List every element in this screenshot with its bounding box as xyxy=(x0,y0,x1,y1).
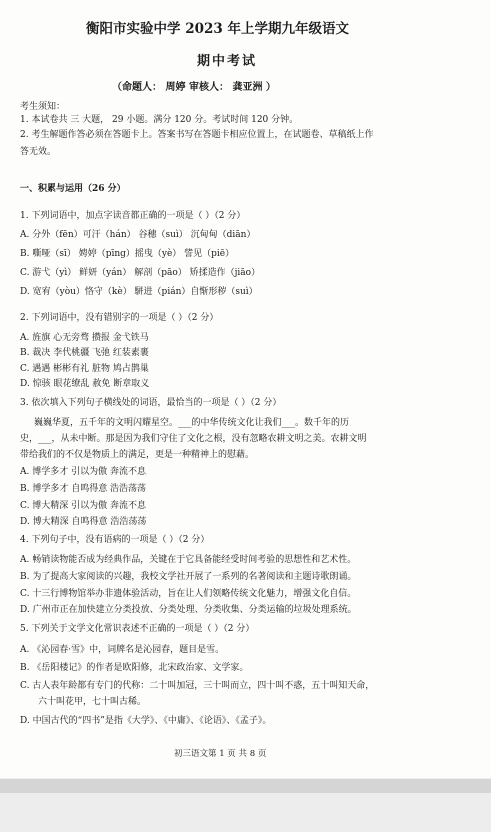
author-line: （命题人： 周婷 审核人： 龚亚洲 ） xyxy=(112,82,276,93)
q2-stem: 2. 下列词语中，没有错别字的一项是（ ）（2 分） xyxy=(20,313,219,323)
q1-option-a: A. 分外（fēn）可汗（hán） 谷穗（suì） 沉甸甸（diān） xyxy=(20,230,256,240)
q1-stem: 1. 下列词语中，加点字读音都正确的一项是（ ）（2 分） xyxy=(20,211,246,221)
q3-option-d: D. 博大精深 自鸣得意 浩浩荡荡 xyxy=(20,517,147,527)
q4-option-b: B. 为了提高大家阅读的兴趣，我校文学社开展了一系列的名著阅读和主题诗歌朗诵。 xyxy=(20,572,357,582)
q1-option-c: C. 游弋（yì） 鲜妍（yán） 解剖（pāo） 矫揉造作（jiāo） xyxy=(20,268,261,278)
q1-option-b: B. 嘶哑（sī） 娉婷（pīng）摇曳（yè） 訾见（piē） xyxy=(20,249,235,259)
section-heading: 一、积累与运用（26 分） xyxy=(20,184,126,194)
exam-subtitle: 期中考试 xyxy=(197,54,258,69)
q5-option-b: B. 《岳阳楼记》的作者是欧阳修，北宋政治家、文学家。 xyxy=(20,663,249,673)
q2-option-c: C. 遇遇 彬彬有礼 脏物 鸠占鹊巢 xyxy=(20,364,149,374)
q5-option-c-line-2: 六十叫花甲，七十叫古稀。 xyxy=(38,697,147,707)
q2-option-d: D. 惊骇 眼花缭乱 赦免 断章取义 xyxy=(20,379,150,389)
notice-line-2: 2. 考生解题作答必须在答题卡上。答案书写在答题卡相应位置上，在试题卷、草稿纸上作 xyxy=(20,130,374,140)
exam-title: 衡阳市实验中学 2023 年上学期九年级语文 xyxy=(86,21,349,37)
page-footer: 初三语文第 1 页 共 8 页 xyxy=(174,749,267,759)
q4-stem: 4. 下列句子中，没有语病的一项是（ ）（2 分） xyxy=(20,535,210,545)
q3-stem: 3. 依次填入下列句子横线处的词语，最恰当的一项是（ ）（2 分） xyxy=(20,398,282,408)
q2-option-b: B. 裁决 李代桃疆 飞弛 红装素裹 xyxy=(20,348,149,358)
q4-option-a: A. 畅销读物能否成为经典作品，关键在于它具备能经受时间考验的思想性和艺术性。 xyxy=(20,555,357,565)
q3-passage-3: 带给我们的不仅是物质上的满足，更是一种精神上的慰藉。 xyxy=(20,450,255,460)
q3-passage-1: 巍巍华夏，五千年的文明闪耀星空。___的中华传统文化让我们___。数千年的历 xyxy=(34,418,350,428)
q3-option-b: B. 博学多才 自鸣得意 浩浩荡荡 xyxy=(20,484,147,494)
notice-line-3: 答无效。 xyxy=(20,147,57,157)
scan-edge-band xyxy=(0,779,491,793)
notice-line-1: 1. 本试卷共 三 大题， 29 小题。满分 120 分。考试时间 120 分钟。 xyxy=(20,115,299,125)
q2-option-a: A. 旌旗 心无旁骛 攒报 金弋铁马 xyxy=(20,333,149,343)
q3-passage-2: 史，___，从未中断。那是因为我们守住了文化之根，没有忽略农耕文明之美。农耕文明 xyxy=(20,434,367,444)
q4-option-c: C. 十三行博物馆举办非遗体验活动，旨在让人们领略传统文化魅力，增强文化自信。 xyxy=(20,589,357,599)
q5-option-d: D. 中国古代的“四书”是指《大学》、《中庸》、《论语》、《孟子》。 xyxy=(20,716,272,726)
notice-heading: 考生须知： xyxy=(20,102,66,112)
q1-option-d: D. 宽宥（yòu）恪守（kè） 駢进（pián）自惭形秽（suì） xyxy=(20,287,258,297)
q3-option-c: C. 博大精深 引以为傲 奔流不息 xyxy=(20,501,147,511)
q5-stem: 5. 下列关于文学文化常识表述不正确的一项是（ ）（2 分） xyxy=(20,624,255,634)
q4-option-d: D. 广州市正在加快建立分类投放、分类处理、分类收集、分类运输的垃圾处理系统。 xyxy=(20,605,357,615)
q3-option-a: A. 博学多才 引以为傲 奔流不息 xyxy=(20,467,146,477)
q5-option-a: A. 《沁园春·雪》中，词牌名是沁园春，题目是雪。 xyxy=(20,645,225,655)
q5-option-c-line-1: C. 古人表年龄都有专门的代称：二十叫加冠，三十叫而立，四十叫不惑，五十叫知天命， xyxy=(20,681,375,691)
